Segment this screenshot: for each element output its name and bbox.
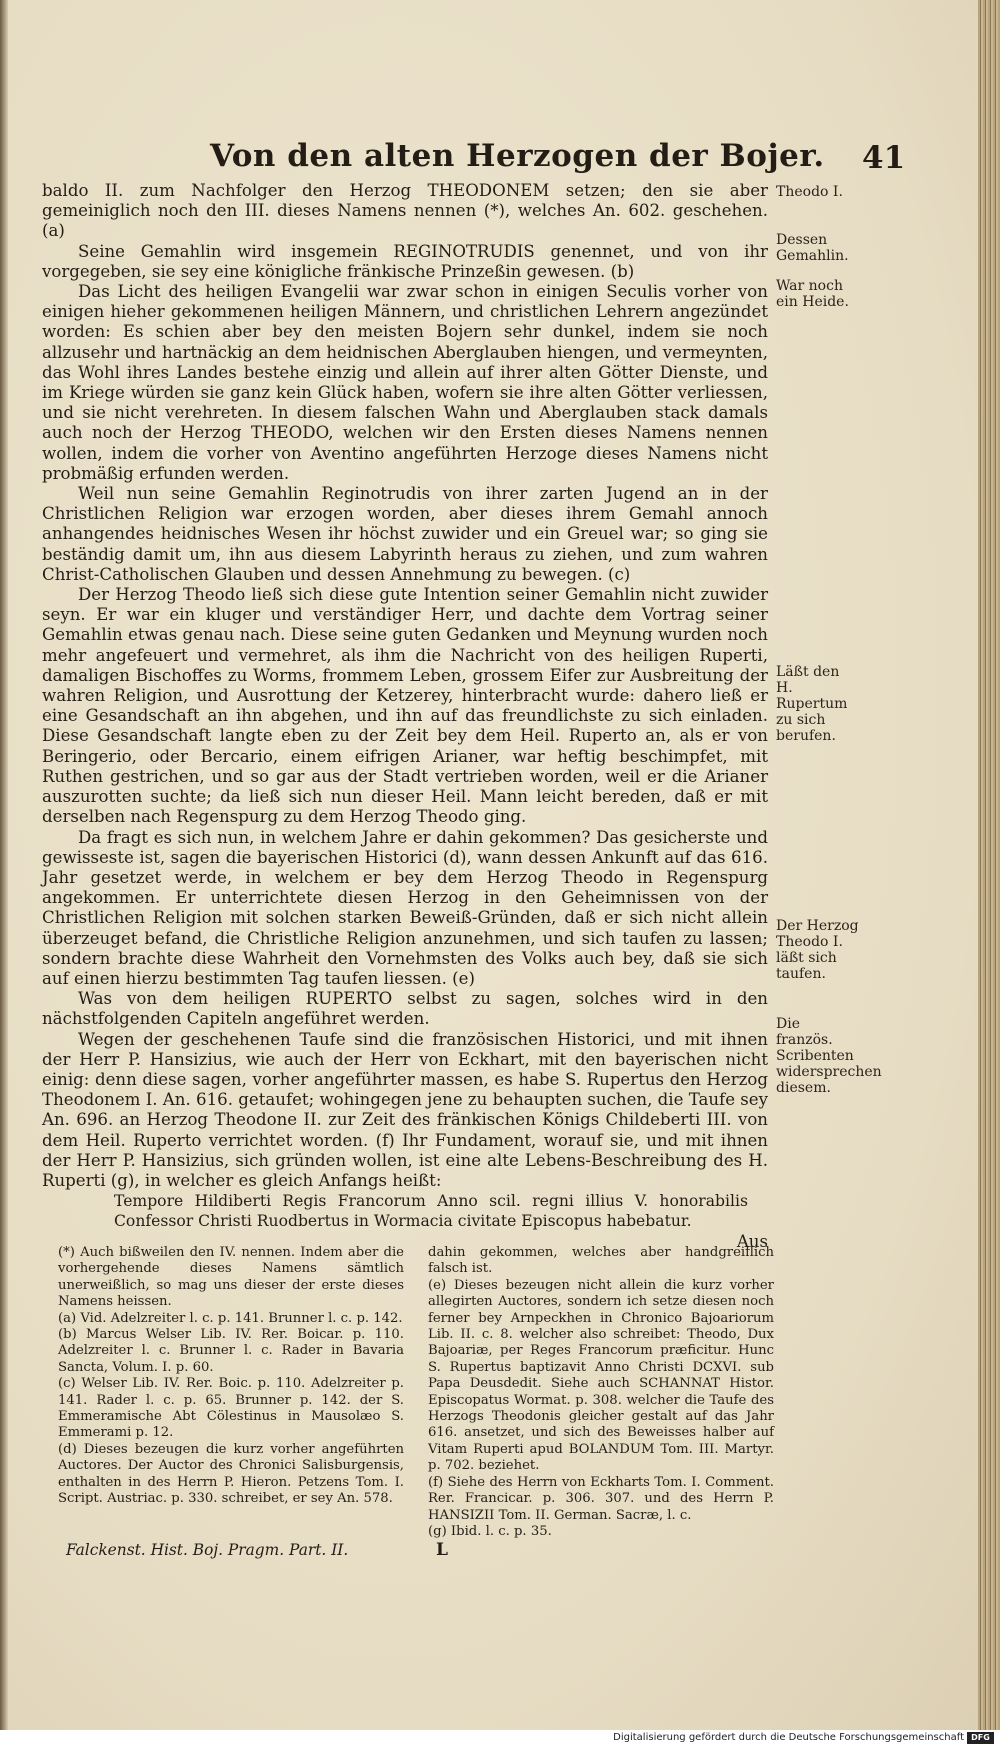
signature-line: Falckenst. Hist. Boj. Pragm. Part. II. — [66, 1541, 349, 1559]
page-gutter — [0, 0, 8, 1730]
paragraph: baldo II. zum Nachfolger den Herzog THEODONEM setzen; den sie aber gemeiniglich noch den III. dieses Namens nennen (*), welches An. 602. geschehen. (a) — [42, 181, 768, 241]
paragraph: Wegen der geschehenen Taufe sind die französischen Historici, und mit ihnen der Herr P. Hansizius, wie auch der Herr von Eckhart, mit den bayerischen nicht einig: denn diese sagen, vorher angeführter massen, es habe S. Rupertus den Herzog Theodonem I. An. 616. getaufet; wohingegen jene zu behaupten suchen, die Taufe sey An. 696. an Herzog Theodone II. zur Zeit des fränkischen Königs Childeberti III. von dem Heil. Ruperto verrichtet worden. (f) Ihr Fundament, worauf sie, und mit ihnen der Herr P. Hansizius, sich gründen wollen, ist eine alte Lebens-Beschreibung des H. Ruperti (g), in welcher es gleich Anfangs heißt: — [42, 1029, 768, 1190]
catchword: Aus — [736, 1231, 768, 1251]
margin-note: War noch ein Heide. — [776, 278, 849, 310]
paragraph: Weil nun seine Gemahlin Reginotrudis von ihrer zarten Jugend an in der Christlichen Religion war erzogen worden, aber dieses ihrem Gemahl annoch anhangendes heidnisches Wesen ihr höchst zuwider und ein Greuel war; so ging sie beständig damit um, ihn aus diesem Labyrinth heraus zu ziehen, und zum wahren Christ-Catholischen Glauben und dessen Annehmung zu bewegen. (c) — [42, 484, 768, 584]
footnote: (a) Vid. Adelzreiter l. c. p. 141. Brunner l. c. p. 142. — [58, 1310, 403, 1326]
footer-credit: Digitalisierung gefördert durch die Deutsche Forschungsgemeinschaft — [613, 1732, 964, 1743]
page-number: 41 — [862, 140, 906, 176]
footnote-column-right — [428, 1245, 774, 1540]
footnote: (f) Siehe des Herrn von Eckharts Tom. I. Comment. Rer. Francicar. p. 306. 307. und des Herrn P. HANSIZII Tom. II. German. Sacræ, l. c. — [428, 1474, 774, 1523]
footnote: dahin gekommen, welches aber handgreiflich falsch ist. — [428, 1245, 774, 1277]
footnote: (*) Auch bißweilen den IV. nennen. Indem aber die vorhergehende dieses Namens sämtlich unerweißlich, so mag uns dieser der erste dieses Namens heissen. — [58, 1245, 404, 1310]
footnote: (d) Dieses bezeugen die kurz vorher angeführten Auctores. Der Auctor des Chronici Salisburgensis, enthalten in des Herrn P. Hieron. Petzens Tom. I. Script. Austriac. p. 330. schreibet, er sey An. 578. — [58, 1441, 404, 1507]
signature-mark: L — [436, 1540, 448, 1560]
footnote: (g) Ibid. l. c. p. 35. — [428, 1523, 552, 1539]
latin-quote: Tempore Hildiberti Regis Francorum Anno scil. regni illius V. honorabilis Confessor Christi Ruodbertus in Wormacia civitate Episcopus habebatur. — [114, 1192, 748, 1231]
footnote: (e) Dieses bezeugen nicht allein die kurz vorher allegirten Auctores, sondern ich setze diesen noch ferner bey Arnpeckhen in Chronico Bajoariorum Lib. II. c. 8. welcher also schreibet: Theodo, Dux Bajoariæ, per Reges Francorum præficitur. Hunc S. Rupertus baptizavit Anno Christi DCXVI. sub Papa Deusdedit. Siehe auch SCHANNAT Histor. Episcopatus Wormat. p. 308. welcher die Taufe des Herzogs Theodonis gleicher gestalt auf das Jahr 616. ansetzet, und sich des Beweisses halber auf Vitam Ruperti apud BOLANDUM Tom. III. Martyr. p. 702. beziehet. — [428, 1277, 774, 1474]
footnote: (c) Welser Lib. IV. Rer. Boic. p. 110. Adelzreiter p. 141. Rader l. c. p. 65. Brunner p. 142. der S. Emmeramische Abt Cölestinus in Mausolæo S. Emmerami p. 12. — [58, 1376, 404, 1441]
footnote: (b) Marcus Welser Lib. IV. Rer. Boicar. p. 110. Adelzreiter l. c. Brunner l. c. Rader in Bavaria Sancta, Volum. I. p. 60. — [58, 1327, 404, 1375]
margin-note: Die französ. Scribenten widersprechen diesem. — [776, 1016, 882, 1096]
footnote-column-left — [58, 1245, 404, 1508]
paragraph: Seine Gemahlin wird insgemein REGINOTRUDIS genennet, und von ihr vorgegeben, sie sey eine königliche fränkische Prinzeßin gewesen. (b) — [42, 241, 768, 281]
dfg-logo: DFG — [967, 1732, 994, 1744]
paragraph: Der Herzog Theodo ließ sich diese gute Intention seiner Gemahlin nicht zuwider seyn. Er war ein kluger und verständiger Herr, und dachte dem Vortrag seiner Gemahlin etwas genau nach. Diese seine guten Gedanken und Meynung wurden noch mehr angefeuert und vermehret, als ihm die Nachricht von des heiligen Ruperti, damaligen Bischoffes zu Worms, frommem Leben, grossem Eifer zur Ausbreitung der wahren Religion, und Ausrottung der Ketzerey, hinterbracht wurde: dahero ließ er eine Gesandschaft an ihn abgehen, und ihn auf das freundlichste zu sich einladen. Diese Gesandschaft langte eben zu der Zeit bey dem Heil. Ruperto an, als er von Beringerio, oder Bercario, einem eifrigen Arianer, war heftig beschimpfet, mit Ruthen gestrichen, und so gar aus der Stadt vertrieben worden, weil er die Arianer auszurotten suchte; da ließ sich nun dieser Heil. Mann leicht bereden, daß er mit derselben nach Regenspurg zu dem Herzog Theodo ging. — [42, 585, 768, 827]
paragraph: Was von dem heiligen RUPERTO selbst zu sagen, solches wird in den nächstfolgenden Capiteln angeführet werden. — [42, 989, 768, 1029]
margin-note: Dessen Gemahlin. — [776, 232, 849, 264]
main-text — [42, 181, 768, 1252]
margin-note: Läßt den H. Rupertum zu sich berufen. — [776, 664, 848, 744]
running-title: Von den alten Herzogen der Bojer. — [210, 138, 825, 174]
margin-note: Der Herzog Theodo I. läßt sich taufen. — [776, 918, 859, 982]
page-edge — [978, 0, 1000, 1730]
margin-note: Theodo I. — [776, 184, 843, 200]
paragraph: Das Licht des heiligen Evangelii war zwar schon in einigen Seculis vorher von einigen hieher gekommenen heiligen Männern, und christlichen Lehrern angezündet worden: Es schien aber bey den meisten Bojern sehr dunkel, indem sie noch allzusehr und hartnäckig an dem heidnischen Aberglauben hiengen, und vermeynten, das Wohl ihres Landes bestehe einzig und allein auf ihrer alten Götter Dienste, und im Kriege würden sie ganz kein Glück haben, wofern sie ihre alten Götter verliessen, und sie nicht verehreten. In diesem falschen Wahn und Aberglauben stack damals auch noch der Herzog THEODO, welchen wir den Ersten dieses Namens nennen wollen, indem die vorher von Aventino angeführten Herzoge dieses Namens nicht probmäßig erfunden werden. — [42, 282, 768, 483]
paragraph: Da fragt es sich nun, in welchem Jahre er dahin gekommen? Das gesicherste und gewisseste ist, sagen die bayerischen Historici (d), wann dessen Ankunft auf das 616. Jahr gesetzet werde, in welchem er bey dem Herzog Theodo in Regenspurg angekommen. Er unterrichtete diesen Herzog in den Geheimnissen von der Christlichen Religion mit solchen starken Beweiß-Gründen, daß er sich nicht allein überzeuget befand, die Christliche Religion anzunehmen, und sich taufen zu lassen; sondern brachte diese Wahrheit den Vornehmsten des Volks auch bey, daß sie sich auf einen hierzu bestimmten Tag taufen liessen. (e) — [42, 827, 768, 988]
